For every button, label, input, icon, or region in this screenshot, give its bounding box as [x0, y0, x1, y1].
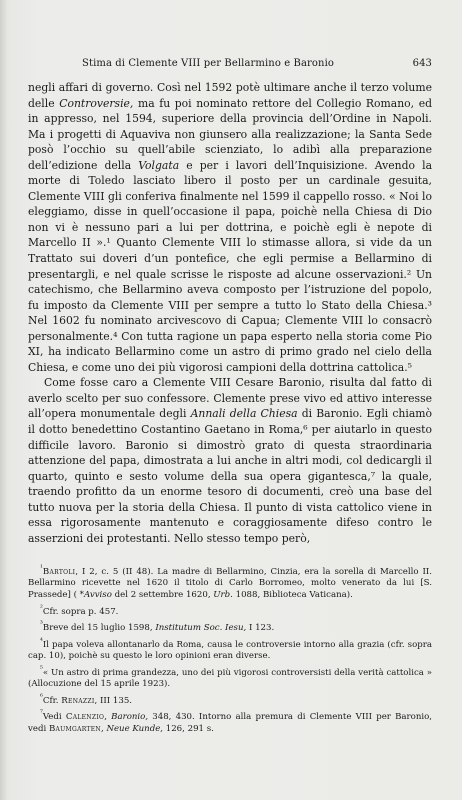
italic-title: Annali della Chiesa	[190, 407, 298, 421]
footnotes	[28, 562, 432, 735]
footnote-3: $^{^3}$Breve del 15 luglio 1598, Institutum Soc. Iesu, I 123.	[40, 619, 275, 633]
paragraph-2: Come fosse caro a Clemente VIII Cesare Baronio, risulta dal fatto di averlo scelto per suo confessore. Clemente prese vivo ed attivo interesse all’opera monumentale degli Annali della Chiesa di Baronio. Egli chiamò il dotto benedettino Costantino Gaetano in Roma,⁶ per aiutarlo in questo difficile lavoro. Baronio si dimostrò grato di questa straordinaria attenzione del papa, dimostrata a lui anche in altri modi, col dedicargli il quarto, quinto e sesto volume della sua opera gigantesca,⁷ la quale, traendo profitto da un enorme tesoro di documenti, creò una base del tutto nuova per la storia della Chiesa. Il punto di vista cattolico viene in essa rigorosamente mantenuto e coraggiosamente difeso contro le asserzioni dei protestanti. Nello stesso tempo però,	[28, 376, 433, 545]
footnote-5: $^{^5}$« Un astro di prima grandezza, uno dei più vigorosi controversisti della verità cattolica » (Allocuzione del 15 aprile 1923).	[28, 663, 432, 690]
footnote-6: $^{^6}$Cfr. Renazzi, III 135.	[40, 691, 133, 706]
footnote-2: $^{^2}$Cfr. sopra p. 457.	[40, 602, 119, 617]
main-text	[28, 80, 432, 546]
page-number: 643	[412, 58, 432, 69]
paragraph-1: negli affari di governo. Così nel 1592 potè ultimare anche il terzo volume delle Controversie, ma fu poi nominato rettore del Collegio Romano, ed in appresso, nel 1594, superiore della provincia dell’Ordine in Napoli. Ma i progetti di Aquaviva non giunsero alla realizzazione; la Santa Sede posò l’occhio su quell’abile scienziato, lo adibì alla preparazione dell’edizione della Volgata e per i lavori dell’Inquisizione. Avendo la morte di Toledo lasciato libero il posto per un cardinale gesuita, Clemente VIII gli conferiva finalmente nel 1599 il cappello rosso. « Noi lo eleggiamo, disse in quell’occasione il papa, poichè nella Chiesa di Dio non vi è nessuno pari a lui per dottrina, e poichè egli è nepote di Marcello II ».¹ Quanto Clemente VIII lo stimasse allora, si vide da un Trattato sui doveri d’un pontefice, che egli permise a Bellarmino di presentargli, e nel quale scrisse le risposte ad alcune osservazioni.² Un catechismo, che Bellarmino aveva composto per l’istruzione del popolo, fu imposto da Clemente VIII per sempre a tutto lo Stato della Chiesa.³ Nel 1602 fu nominato arcivescovo di Capua; Clemente VIII lo consacrò personalmente.⁴ Con tutta ragione un papa esperto nella storia come Pio XI, ha indicato Bellarmino come un astro di primo grado nel cielo della Chiesa, e come uno dei più vigorosi campioni della dottrina cattolica.⁵	[28, 81, 433, 374]
footnote-7: $^{^7}$Vedi Calenzio, Baronio, 348, 430. Intorno alla premura di Clemente VIII per Baronio, vedi Baumgarten, Neue Kunde, 126, 291 s.	[28, 708, 433, 734]
italic-title: Controversie,	[59, 96, 134, 110]
footnote-4: $^{^4}$Il papa voleva allontanarlo da Roma, causa le controversie intorno alla grazia (cfr. sopra cap. 10), poichè su questo le loro opinioni eran diverse.	[28, 635, 432, 661]
running-title: Stima di Clemente VIII per Bellarmino e Baronio	[82, 58, 335, 69]
footnote-1: $^{^1}$Bartoli, I 2, c. 5 (II 48). La madre di Bellarmino, Cinzia, era la sorella di Marcello II. Bellarmino ricevette nel 1620 il titolo di Carlo Borromeo, molto venerato da lui [S. Prassede] ( *Avviso del 2 settembre 1620, Urb. 1088, Biblioteca Vaticana).	[28, 563, 432, 601]
italic-title: Volgata	[138, 158, 180, 172]
